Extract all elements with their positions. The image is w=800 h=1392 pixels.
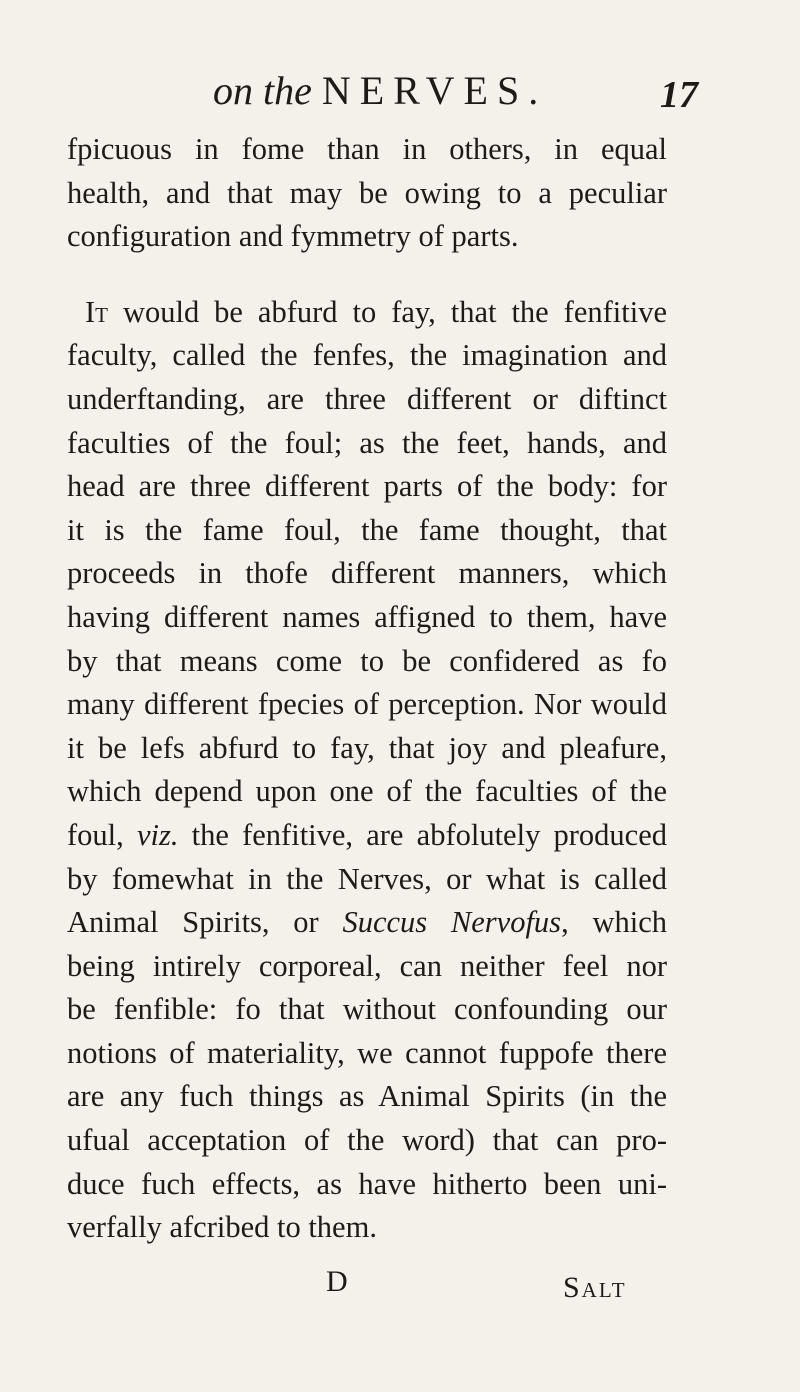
text-line: being intirely corporeal, can neither feel nor (67, 948, 667, 983)
text-line: Animal Spirits, or Succus Nervofus, which (67, 905, 667, 940)
text-line: many different fpecies of perception. Nor would (67, 687, 667, 722)
text-fragment: would be abfurd to fay, that the fenfitive (107, 294, 667, 329)
running-head (0, 66, 800, 116)
text-line: faculties of the foul; as the feet, hands, and (67, 425, 667, 460)
page-number: 17 (660, 74, 698, 116)
italic-phrase: Succus Nervofus (342, 905, 562, 940)
text-line: it is the fame foul, the fame thought, that (67, 512, 667, 547)
text-line: be fenfible: fo that without confounding our (67, 992, 667, 1027)
catchword: Salt (563, 1271, 627, 1304)
signature-mark: D (326, 1265, 348, 1298)
paragraph-gap (67, 259, 667, 291)
italic-phrase: viz. (136, 817, 179, 852)
text-line: by fomewhat in the Nerves, or what is called (67, 861, 667, 896)
page-footer (0, 1262, 800, 1312)
lead-word: It (85, 294, 108, 329)
text-line: head are three different parts of the body: for (67, 469, 667, 504)
text-line: by that means come to be confidered as fo (67, 643, 667, 678)
running-head-nerves: NERVES. (321, 68, 548, 113)
text-line: ufual acceptation of the word) that can pro- (67, 1123, 667, 1158)
text-line: notions of materiality, we cannot fuppofe there (67, 1035, 667, 1070)
text-line: which depend upon one of the faculties of the (67, 774, 667, 809)
text-line: having different names affigned to them, have (67, 599, 667, 634)
text-line: configuration and fymmetry of parts. (67, 219, 519, 254)
text-line: foul, viz. the fenfitive, are abfolutely produced (67, 817, 667, 852)
text-line: proceeds in thofe different manners, which (67, 556, 667, 591)
text-line: fpicuous in fome than in others, in equal (67, 132, 667, 166)
text-line: underftanding, are three different or diftinct (67, 381, 667, 416)
text-line: duce fuch effects, as have hitherto been uni- (67, 1166, 667, 1201)
text-line: health, and that may be owing to a peculiar (67, 175, 667, 210)
text-line (67, 291, 667, 335)
text-line: are any fuch things as Animal Spirits (in the (67, 1079, 667, 1114)
running-head-prefix: on the (213, 68, 312, 113)
text-line: it be lefs abfurd to fay, that joy and pleafure, (67, 730, 667, 765)
running-head-title (213, 66, 547, 116)
text-line: faculty, called the fenfes, the imagination and (67, 338, 667, 373)
body-text (67, 128, 667, 1250)
text-line: verfally afcribed to them. (67, 1210, 377, 1245)
